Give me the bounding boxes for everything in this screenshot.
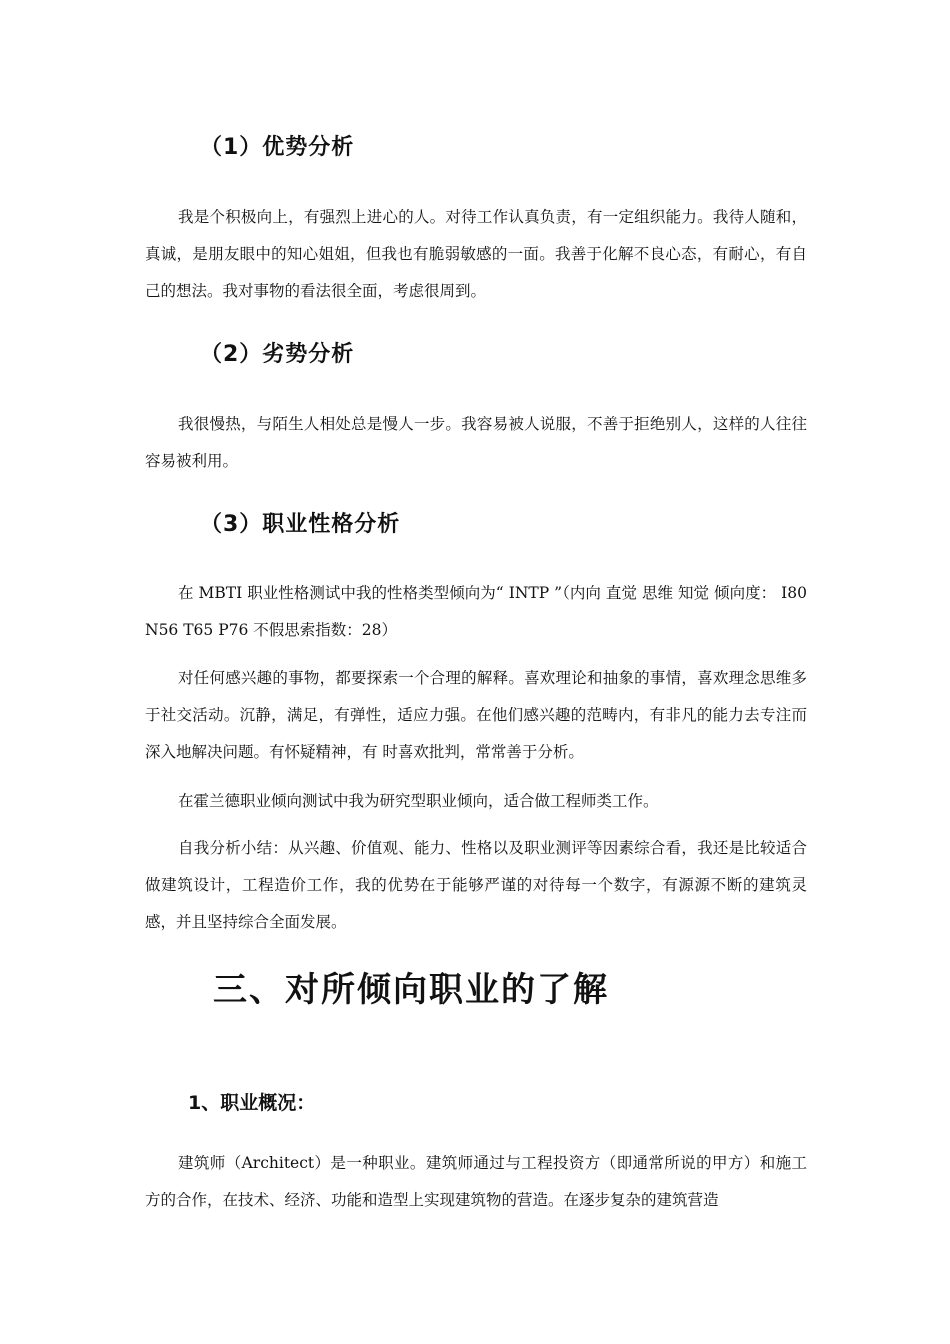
- architect-paragraph: 建筑师（Architect）是一种职业。建筑师通过与工程投资方（即通常所说的甲方）和施工方的合作，在技术、经济、功能和造型上实现建筑物的营造。在逐步复杂的建筑营造: [145, 1154, 807, 1209]
- career-overview-heading: 1、职业概况：: [188, 1092, 316, 1114]
- summary-paragraph: 自我分析小结：从兴趣、价值观、能力、性格以及职业测评等因素综合看，我还是比较适合做建筑设计，工程造价工作，我的优势在于能够严谨的对待每一个数字，有源源不断的建筑灵感，并且坚持综合全面发展。: [145, 839, 807, 931]
- strengths-paragraph: 我是个积极向上，有强烈上进心的人。对待工作认真负责，有一定组织能力。我待人随和，真诚，是朋友眼中的知心姐姐，但我也有脆弱敏感的一面。我善于化解不良心态，有耐心，有自己的想法。我对事物的看法很全面，考虑很周到。: [145, 208, 807, 300]
- section-three-heading: 三、对所倾向职业的了解: [213, 970, 609, 1010]
- mbti-paragraph: 在 MBTI 职业性格测试中我的性格类型倾向为“ INTP ”（内向 直觉 思维 知觉 倾向度： I80 N56 T65 P76 不假思索指数：28）: [145, 584, 807, 639]
- weaknesses-heading: （2）劣势分析: [200, 342, 355, 367]
- personality-heading: （3）职业性格分析: [200, 512, 401, 537]
- holland-paragraph: 在霍兰德职业倾向测试中我为研究型职业倾向，适合做工程师类工作。: [178, 792, 659, 810]
- intp-description-paragraph: 对任何感兴趣的事物，都要探索一个合理的解释。喜欢理论和抽象的事情，喜欢理念思维多于社交活动。沉静，满足，有弹性，适应力强。在他们感兴趣的范畴内，有非凡的能力去专注而深入地解决问题。有怀疑精神，有 时喜欢批判，常常善于分析。: [145, 669, 807, 761]
- weaknesses-paragraph: 我很慢热，与陌生人相处总是慢人一步。我容易被人说服，不善于拒绝别人，这样的人往往容易被利用。: [145, 415, 807, 470]
- strengths-heading: （1）优势分析: [200, 135, 355, 160]
